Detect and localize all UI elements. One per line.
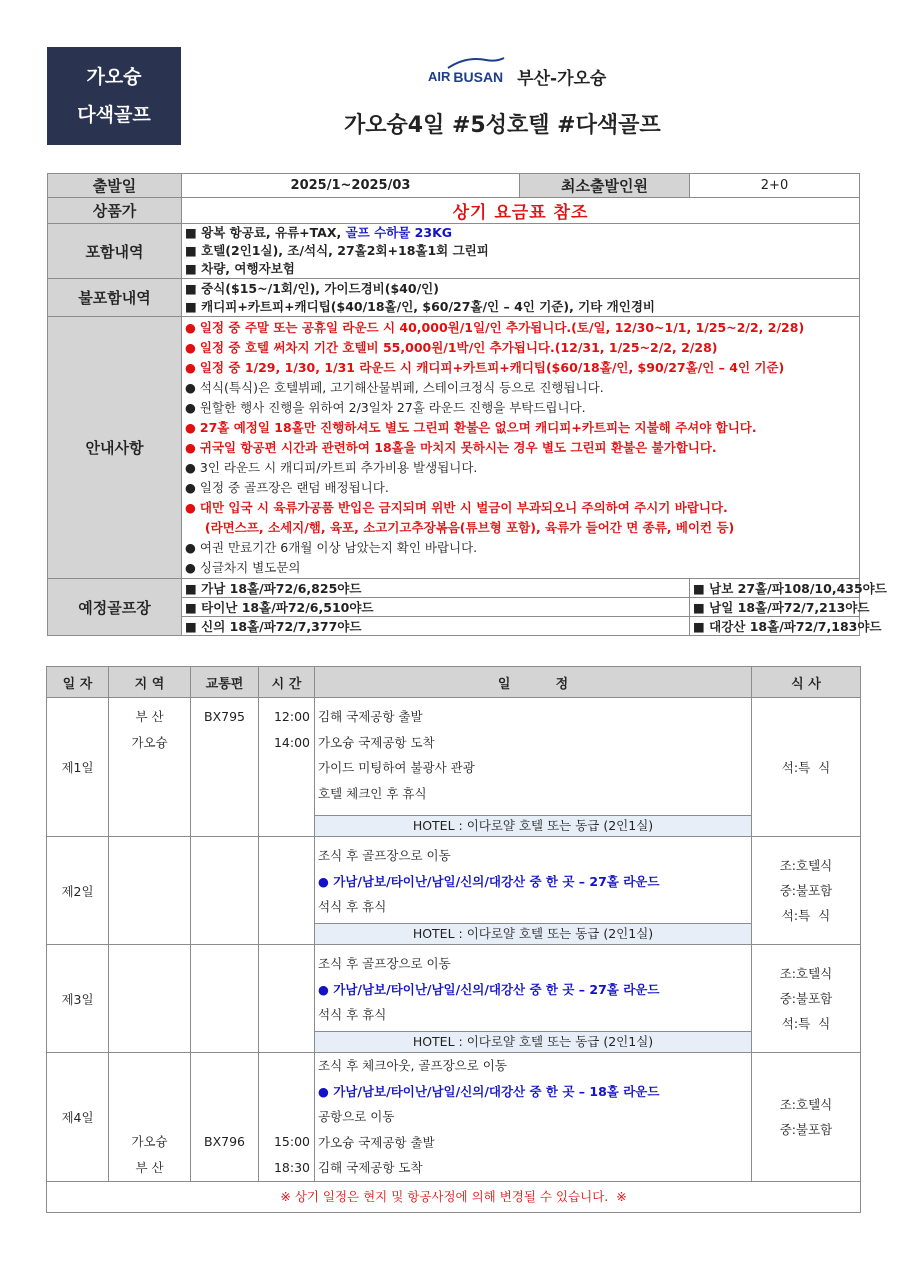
meal-item: 중:불포함 [779, 883, 833, 898]
included-item: ■ 호텔(2인1실), 조/석식, 27홀2회+18홀1회 그린피 [185, 243, 489, 258]
itinerary-item: 가오슝 국제공항 출발 [318, 1134, 435, 1150]
day-label: 제4일 [47, 1053, 109, 1182]
itinerary-item: 석식 후 휴식 [318, 1007, 387, 1022]
hotel-info: HOTEL : 이다로얄 호텔 또는 동급 (2인1실) [315, 1031, 751, 1052]
time: 12:00 [273, 709, 310, 724]
meal-item: 조:호텔식 [779, 966, 833, 981]
time-cell [259, 1053, 315, 1182]
page-title: 가오슝4일 #5성호텔 #다색골프 [344, 113, 661, 138]
notice-item [185, 518, 856, 538]
transport-cell [191, 837, 259, 945]
excluded-list [182, 279, 860, 317]
itinerary-table [46, 666, 861, 1213]
black-bullet-icon: ● [185, 479, 200, 495]
hotel-info: HOTEL : 이다로얄 호텔 또는 동급 (2인1실) [315, 815, 751, 836]
min-people-value: 2+0 [690, 174, 860, 198]
notice-item [185, 398, 856, 418]
black-bullet-icon: ● [185, 459, 200, 475]
notice-item [185, 418, 856, 438]
red-bullet-icon: ● [185, 419, 200, 435]
meal-item: 석:특 식 [781, 1016, 831, 1031]
notice-item [185, 338, 856, 358]
route-label: 부산-가오슝 [517, 69, 607, 89]
notice-text: 일정 중 주말 또는 공휴일 라운드 시 40,000원/1일/인 추가됩니다.(토/일, 12/30~1/1, 1/25~2/2, 2/28) [199, 319, 805, 335]
notice-item [185, 318, 856, 338]
itinerary-item: 호텔 체크인 후 휴식 [318, 785, 427, 801]
region-cell [109, 837, 191, 945]
itinerary-cell [315, 945, 752, 1053]
golf-round-item: ● 가남/남보/타이난/남일/신의/대강산 중 한 곳 – 27홀 라운드 [318, 873, 660, 889]
region: 가오슝 [131, 1134, 168, 1149]
logo-swoosh-icon [446, 56, 506, 70]
day-label: 제3일 [47, 945, 109, 1053]
black-bullet-icon: ● [185, 399, 200, 415]
itinerary-item: 가오슝 국제공항 도착 [318, 734, 435, 750]
golf-course-item: ■ 신의 18홀/파72/7,377야드 [182, 617, 690, 636]
meal-item: 조:호텔식 [779, 1097, 833, 1112]
region-cell [109, 1053, 191, 1182]
notice-text: 일정 중 골프장은 랜덤 배정됩니다. [199, 479, 389, 495]
transport-cell [191, 698, 259, 837]
meal-item: 석:특 식 [781, 759, 831, 775]
region: 가오슝 [131, 734, 168, 750]
excluded-label: 불포함내역 [48, 279, 182, 317]
red-bullet-icon: ● [185, 319, 200, 335]
excluded-item: ■ 중식($15~/1회/인), 가이드경비($40/인) [185, 280, 439, 296]
red-bullet-icon: ● [185, 439, 200, 455]
meals-cell [752, 945, 861, 1053]
time: 15:00 [273, 1134, 310, 1149]
badge-line-1: 가오슝 [86, 66, 142, 88]
notice-text: 일정 중 호텔 써차지 기간 호텔비 55,000원/1박/인 추가됩니다.(12/31, 1/25~2/2, 2/28) [199, 339, 718, 355]
itinerary-item: 가이드 미팅하여 불광사 관광 [318, 760, 475, 775]
region-cell [109, 945, 191, 1053]
notice-text: 싱글차지 별도문의 [199, 559, 301, 575]
golf-round-item: ● 가남/남보/타이난/남일/신의/대강산 중 한 곳 – 27홀 라운드 [318, 981, 660, 997]
flight-number: BX795 [204, 709, 245, 724]
itinerary-item: 김해 국제공항 출발 [318, 709, 423, 724]
itinerary-item: 조식 후 골프장으로 이동 [318, 956, 451, 971]
included-text: ■ 왕복 항공료, 유류+TAX, [185, 225, 346, 240]
badge-line-2: 다색골프 [77, 104, 151, 126]
notice-item [185, 478, 856, 498]
price-value: 상기 요금표 참조 [452, 203, 589, 223]
time-cell [259, 945, 315, 1053]
time-cell [259, 698, 315, 837]
included-highlight: 골프 수하물 23KG [345, 225, 453, 240]
notice-text: 대만 입국 시 육류가공품 반입은 금지되며 위반 시 벌금이 부과되오니 주의하여 주시기 바랍니다. [199, 499, 728, 515]
notice-item [185, 438, 856, 458]
golf-course-item: ■ 대강산 18홀/파72/7,183야드 [690, 617, 860, 636]
itinerary-row [47, 698, 861, 837]
notice-text: (라면스프, 소세지/햄, 육포, 소고기고추장볶음(튜브형 포함), 육류가 들어간 면 종류, 베이컨 등) [204, 519, 735, 535]
meal-item: 조:호텔식 [779, 858, 833, 873]
col-header-time: 시 간 [259, 667, 315, 698]
included-item [185, 224, 856, 242]
meals-cell [752, 837, 861, 945]
notice-item [185, 538, 856, 558]
black-bullet-icon: ● [185, 559, 200, 575]
col-header-itinerary: 일 정 [315, 667, 752, 698]
included-item: ■ 차량, 여행자보험 [185, 261, 295, 276]
col-header-meals: 식 사 [752, 667, 861, 698]
indent-spacer [185, 520, 205, 535]
notice-text: 일정 중 1/29, 1/30, 1/31 라운드 시 캐디피+카트피+캐디팁($60/18홀/인, $90/27홀/인 – 4인 기준) [199, 359, 785, 375]
notice-text: 여권 만료기간 6개월 이상 남았는지 확인 바랍니다. [199, 539, 478, 555]
itinerary-item: 석식 후 휴식 [318, 899, 387, 914]
day-label: 제2일 [47, 837, 109, 945]
time: 18:30 [273, 1159, 310, 1175]
col-header-day: 일 자 [47, 667, 109, 698]
min-people-label: 최소출발인원 [520, 174, 690, 198]
meals-cell [752, 698, 861, 837]
golf-course-item: ■ 남일 18홀/파72/7,213야드 [690, 598, 860, 617]
red-bullet-icon: ● [185, 339, 200, 355]
itinerary-cell [315, 1053, 752, 1182]
meal-item: 중:불포함 [779, 1122, 833, 1137]
itinerary-item: 조식 후 골프장으로 이동 [318, 848, 451, 863]
logo-air-text: AIR [428, 69, 451, 84]
time: 14:00 [273, 734, 310, 750]
golf-course-item: ■ 타이난 18홀/파72/6,510야드 [182, 598, 690, 617]
notice-item [185, 358, 856, 378]
red-bullet-icon: ● [185, 499, 200, 515]
notice-text: 27홀 예정일 18홀만 진행하셔도 별도 그린피 환불은 없으며 캐디피+카트피는 지불해 주셔야 합니다. [199, 419, 757, 435]
schedule-footnote: ※ 상기 일정은 현지 및 항공사정에 의해 변경될 수 있습니다. ※ [47, 1182, 861, 1213]
black-bullet-icon: ● [185, 379, 200, 395]
included-list [182, 224, 860, 279]
golf-round-item: ● 가남/남보/타이난/남일/신의/대강산 중 한 곳 – 18홀 라운드 [318, 1083, 660, 1099]
notice-text: 3인 라운드 시 캐디피/카트피 추가비용 발생됩니다. [199, 459, 478, 475]
golf-courses-label: 예정골프장 [48, 579, 182, 636]
meal-item: 석:특 식 [781, 908, 831, 923]
transport-cell [191, 945, 259, 1053]
flight-number: BX796 [204, 1134, 245, 1149]
meals-cell [752, 1053, 861, 1182]
brand-header [428, 64, 606, 89]
air-busan-logo [428, 69, 503, 85]
red-bullet-icon: ● [185, 359, 200, 375]
notice-item [185, 558, 856, 578]
logo-busan-text: BUSAN [453, 68, 504, 85]
itinerary-row [47, 837, 861, 945]
notice-text: 석식(특식)은 호텔뷔페, 고기해산물뷔페, 스테이크정식 등으로 진행됩니다. [199, 379, 604, 395]
meal-item: 중:불포함 [779, 991, 833, 1006]
golf-course-item: ■ 남보 27홀/파108/10,435야드 [690, 579, 860, 598]
notice-item [185, 498, 856, 518]
itinerary-row [47, 1053, 861, 1182]
region: 부 산 [135, 709, 164, 724]
notice-label: 안내사항 [48, 317, 182, 579]
col-header-transport: 교통편 [191, 667, 259, 698]
price-label: 상품가 [48, 198, 182, 224]
notice-text: 원할한 행사 진행을 위하여 2/3일차 27홀 라운드 진행을 부탁드립니다. [199, 399, 586, 415]
price-value-cell [182, 198, 860, 224]
departure-value: 2025/1~2025/03 [182, 174, 520, 198]
itinerary-item: 김해 국제공항 도착 [318, 1160, 423, 1175]
notice-item [185, 458, 856, 478]
notice-item [185, 378, 856, 398]
hotel-info: HOTEL : 이다로얄 호텔 또는 동급 (2인1실) [315, 923, 751, 944]
itinerary-cell [315, 837, 752, 945]
day-label: 제1일 [47, 698, 109, 837]
product-badge [47, 47, 181, 145]
itinerary-item: 조식 후 체크아웃, 골프장으로 이동 [318, 1058, 507, 1073]
golf-course-item: ■ 가남 18홀/파72/6,825야드 [182, 579, 690, 598]
notice-list [182, 317, 860, 579]
excluded-item: ■ 캐디피+카트피+캐디팁($40/18홀/인, $60/27홀/인 – 4인 기준), 기타 개인경비 [185, 298, 655, 314]
region: 부 산 [135, 1159, 164, 1175]
departure-label: 출발일 [48, 174, 182, 198]
notice-text: 귀국일 항공편 시간과 관련하여 18홀을 마치지 못하시는 경우 별도 그린피 환불은 불가합니다. [199, 439, 717, 455]
included-label: 포함내역 [48, 224, 182, 279]
transport-cell [191, 1053, 259, 1182]
col-header-region: 지 역 [109, 667, 191, 698]
time-cell [259, 837, 315, 945]
product-info-table [47, 173, 887, 636]
itinerary-item: 공항으로 이동 [318, 1109, 395, 1124]
itinerary-cell [315, 698, 752, 837]
itinerary-row [47, 945, 861, 1053]
black-bullet-icon: ● [185, 539, 200, 555]
region-cell [109, 698, 191, 837]
